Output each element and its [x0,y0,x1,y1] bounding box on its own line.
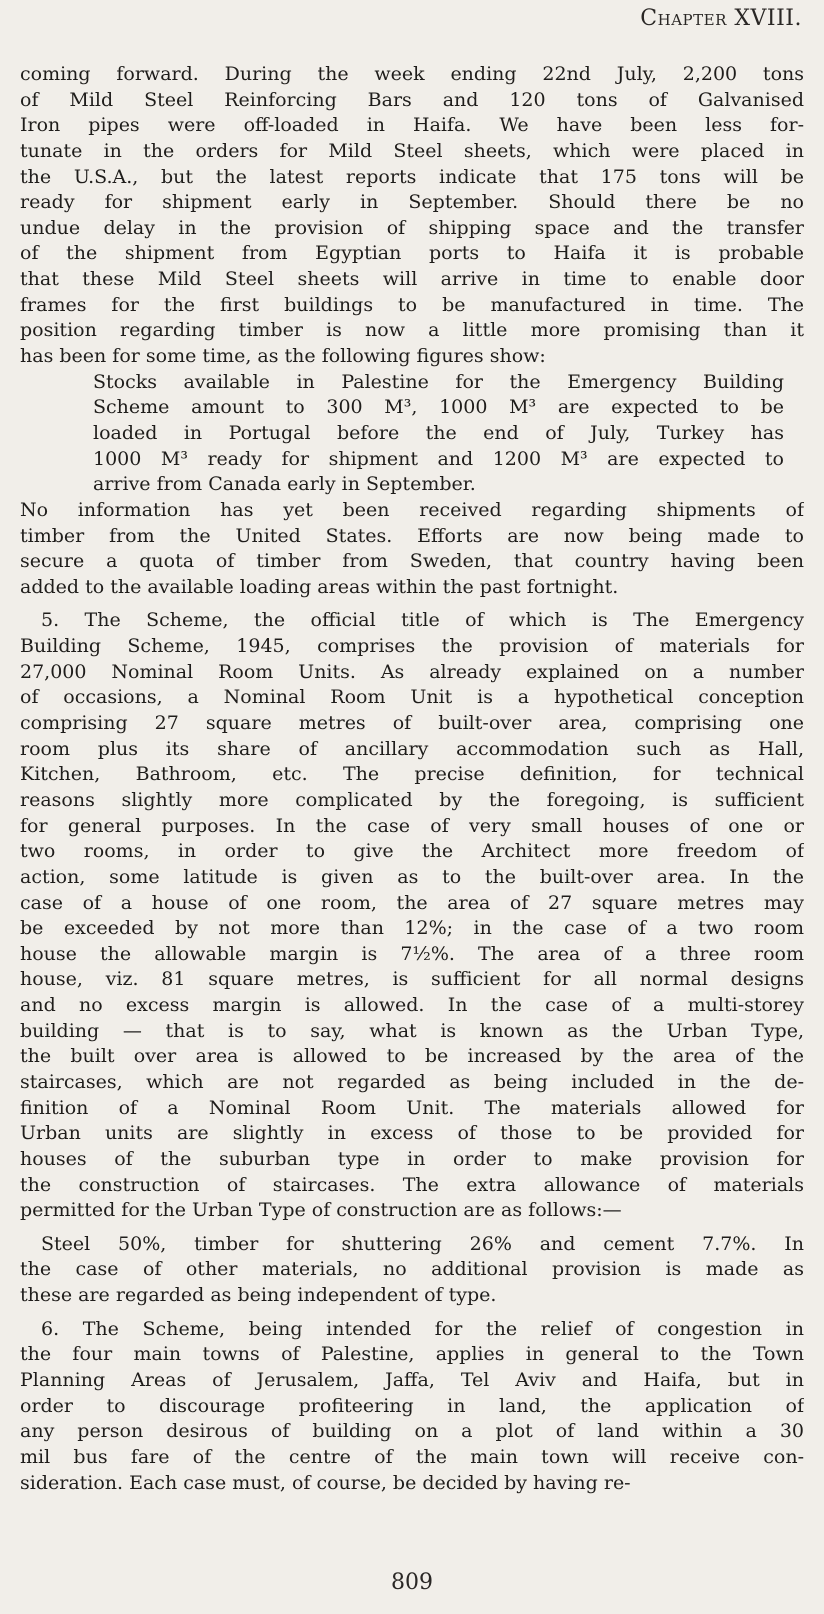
paragraph [20,1232,804,1309]
text-line: ready for shipment early in September. Should there be no [20,191,804,214]
text-line: Planning Areas of Jerusalem, Jaffa, Tel Aviv and Haifa, but in [20,1369,804,1392]
page-number: 809 [391,1570,433,1595]
paragraph-gap [20,600,804,608]
text-line: No information has yet been received regarding shipments of [20,498,804,521]
text-line: the case of other materials, no additional provision is made as [20,1258,804,1281]
text-line: and no excess margin is allowed. In the case of a multi-storey [20,994,804,1017]
text-line: Urban units are slightly in excess of those to be provided for [20,1122,804,1145]
text-line: coming forward. During the week ending 22nd July, 2,200 tons [20,63,804,85]
text-line: finition of a Nominal Room Unit. The materials allowed for [20,1096,804,1119]
text-line: Steel 50%, timber for shuttering 26% and cement 7.7%. In [41,1232,804,1255]
text-line: arrive from Canada early in September. [93,473,476,496]
text-line: case of a house of one room, the area of 27 square metres may [20,891,804,914]
text-line: the four main towns of Palestine, applies in general to the Town [20,1343,804,1366]
text-line: reasons slightly more complicated by the foregoing, is sufficient [20,788,804,811]
paragraph [20,608,804,1223]
text-line: that these Mild Steel sheets will arrive in time to enable door [20,268,804,291]
text-line: Scheme amount to 300 M³, 1000 M³ are expected to be [93,396,784,419]
text-line: any person desirous of building on a plot of land within a 30 [20,1420,804,1443]
running-head: Chapter XVIII. [640,6,802,31]
text-line: Iron pipes were off-loaded in Haifa. We have been less for- [20,114,804,137]
text-line: action, some latitude is given as to the built-over area. In the [20,865,804,888]
block-quote [20,370,804,498]
text-line: of Mild Steel Reinforcing Bars and 120 tons of Galvanised [20,88,804,111]
text-line: house, viz. 81 square metres, is sufficient for all normal designs [20,968,804,991]
text-line: comprising 27 square metres of built-over area, comprising one [20,712,804,735]
text-line: Kitchen, Bathroom, etc. The precise definition, for technical [20,763,804,786]
text-line: permitted for the Urban Type of construction are as follows:— [20,1199,622,1222]
text-line: Stocks available in Palestine for the Emergency Building [93,370,784,393]
text-line: 6. The Scheme, being intended for the relief of congestion in [41,1317,804,1340]
text-line: two rooms, in order to give the Architect more freedom of [20,840,804,863]
text-line: house the allowable margin is 7½%. The area of a three room [20,942,804,965]
text-line: 27,000 Nominal Room Units. As already explained on a number [20,660,804,683]
text-line: of occasions, a Nominal Room Unit is a hypothetical conception [20,686,804,709]
text-line: for general purposes. In the case of very small houses of one or [20,814,804,837]
text-line: position regarding timber is now a little more promising than it [20,319,804,342]
text-line: frames for the first buildings to be manufactured in time. The [20,293,804,316]
text-line: has been for some time, as the following figures show: [20,345,546,368]
text-line: these are regarded as being independent of type. [20,1284,497,1307]
text-line: mil bus fare of the centre of the main town will receive con- [20,1445,804,1468]
text-line: staircases, which are not regarded as being included in the de- [20,1070,804,1093]
paragraph [20,498,804,601]
paragraph [20,1317,804,1496]
text-line: loaded in Portugal before the end of July, Turkey has [93,421,784,444]
text-line: room plus its share of ancillary accommodation such as Hall, [20,737,804,760]
text-line: added to the available loading areas within the past fortnight. [20,575,619,598]
paragraph-gap [20,1224,804,1232]
text-line: timber from the United States. Efforts are now being made to [20,524,804,547]
text-line: of the shipment from Egyptian ports to Haifa it is probable [20,242,804,265]
text-line: houses of the suburban type in order to make provision for [20,1147,804,1170]
text-line: the built over area is allowed to be increased by the area of the [20,1045,804,1068]
text-line: Building Scheme, 1945, comprises the provision of materials for [20,635,804,658]
text-line: sideration. Each case must, of course, be decided by having re- [20,1471,631,1494]
paragraph-gap [20,1309,804,1317]
text-line: be exceeded by not more than 12%; in the case of a two room [20,917,804,940]
text-line: the U.S.A., but the latest reports indicate that 175 tons will be [20,165,804,188]
text-line: undue delay in the provision of shipping space and the transfer [20,216,804,239]
text-line: 1000 M³ ready for shipment and 1200 M³ are expected to [93,447,784,470]
text-line: building — that is to say, what is known as the Urban Type, [20,1019,804,1042]
text-line: tunate in the orders for Mild Steel sheets, which were placed in [20,139,804,162]
text-line: order to discourage profiteering in land, the application of [20,1394,804,1417]
text-line: the construction of staircases. The extra allowance of materials [20,1173,804,1196]
text-line: 5. The Scheme, the official title of which is The Emergency [41,609,804,632]
paragraph [20,62,804,370]
text-line: secure a quota of timber from Sweden, that country having been [20,550,804,573]
body-text [20,62,804,1496]
